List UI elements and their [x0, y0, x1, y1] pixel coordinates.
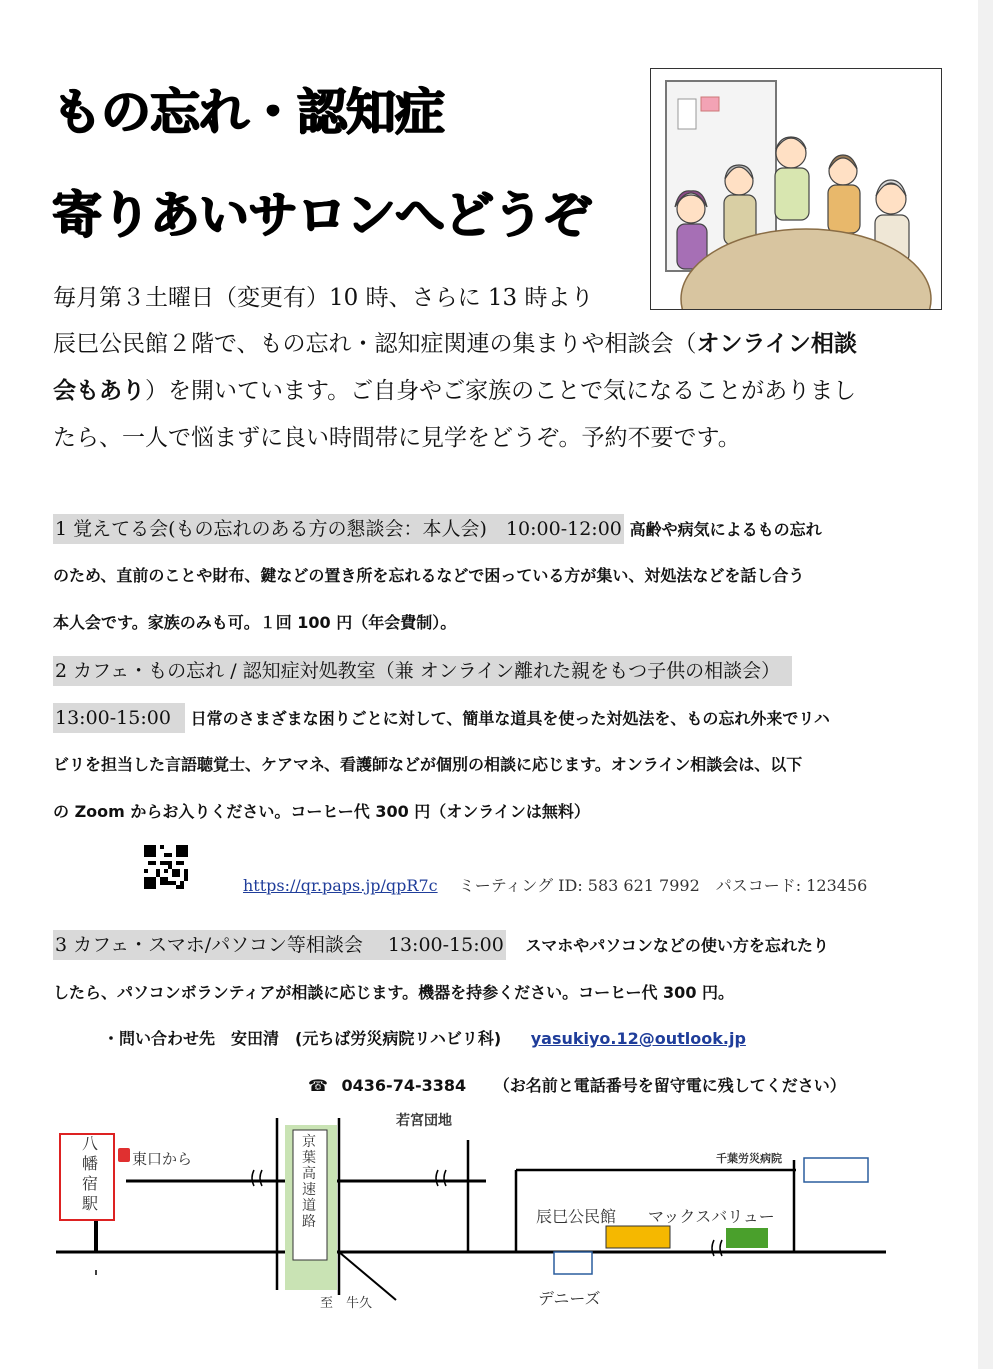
zoom-meeting-id: ミーティング ID: 583 621 7992 パスコード: 123456 — [458, 876, 868, 895]
section-2-heading: 2 カフェ・もの忘れ / 認知症対処教室（兼 オンライン離れた親をもつ子供の相談会） — [53, 656, 792, 686]
section-3-heading: 3 カフェ・スマホ/パソコン等相談会 13:00-15:00 — [53, 930, 506, 960]
phone-number: 0436-74-3384 — [341, 1076, 467, 1095]
section-2-row-2 — [53, 706, 830, 729]
section-3-text-2: したら、パソコンボランティアが相談に応じます。機器を持参ください。コーヒー代 300 円。 — [53, 983, 735, 1002]
contact-row — [103, 1026, 746, 1049]
title-line-2: 寄りあいサロンへどうぞ — [52, 186, 591, 244]
phone-row — [308, 1073, 846, 1096]
intro-line-3-text: ）を開いています。ご自身やご家族のことで気になることがありまし — [145, 378, 857, 404]
map-hall-label: 辰巳公民館 — [536, 1207, 617, 1226]
intro-online-highlight-2: 会もあり — [53, 378, 145, 404]
section-3-row-1 — [53, 930, 829, 957]
intro-line-2 — [53, 325, 857, 358]
section-2-text-1: 日常のさまざまな困りごとに対して、簡単な道具を使った対処法を、もの忘れ外来でリハ — [190, 709, 830, 728]
intro-line-1: 毎月第３土曜日（変更有）10 時、さらに 13 時より — [53, 285, 594, 311]
scrollbar-track[interactable] — [978, 0, 993, 1369]
map-wakamiya-label: 若宮団地 — [396, 1113, 452, 1129]
section-1-heading: 1 覚えてる会(もの忘れのある方の懇談会：本人会) 10:00-12:00 — [53, 514, 624, 544]
map-hospital-label: 千葉労災病院 — [716, 1152, 782, 1165]
map-ushiku-label: 至 牛久 — [320, 1296, 373, 1311]
map-expressway-label: 京 葉 高 速 道 路 — [302, 1134, 316, 1230]
title-line-1: もの忘れ・認知症 — [52, 83, 444, 141]
map-station-label: 八 幡 宿 駅 — [82, 1134, 99, 1213]
section-2-text-2: ビリを担当した言語聴覚士、ケアマネ、看護師などが個別の相談に応じます。オンライン相談会は、以下 — [53, 755, 803, 774]
section-2-row-1 — [53, 656, 792, 683]
intro-line-4: たら、一人で悩まずに良い時間帯に見学をどうぞ。予約不要です。 — [53, 425, 741, 451]
section-3-text-1: スマホやパソコンなどの使い方を忘れたり — [525, 936, 829, 955]
section-2-time: 13:00-15:00 — [53, 703, 185, 733]
intro-online-highlight: オンライン相談 — [696, 331, 857, 357]
contact-email-link[interactable]: yasukiyo.12@outlook.jp — [530, 1029, 746, 1048]
access-map — [56, 1110, 896, 1320]
section-1-text-2: のため、直前のことや財布、鍵などの置き所を忘れるなどで困っている方が集い、対処法などを話し合う — [53, 566, 805, 585]
intro-line-3 — [53, 372, 856, 405]
zoom-link[interactable]: https://qr.paps.jp/qpR7c — [243, 876, 438, 895]
section-1-row-1 — [53, 514, 822, 541]
section-1-text-3: 本人会です。家族のみも可。１回 100 円（年会費制）。 — [53, 613, 457, 632]
section-1-text-1: 高齢や病気によるもの忘れ — [629, 520, 822, 539]
zoom-info — [243, 873, 867, 896]
contact-label: ・問い合わせ先 安田清 (元ちば労災病院リハビリ科) — [103, 1029, 502, 1048]
meeting-illustration — [650, 68, 942, 310]
section-2-text-3: の Zoom からお入りください。コーヒー代 300 円（オンラインは無料） — [53, 802, 590, 821]
map-exit-label: 東口から — [132, 1150, 193, 1168]
phone-icon: ☎ — [308, 1076, 328, 1095]
map-maxvalu-label: マックスバリュー — [648, 1207, 775, 1226]
qr-code[interactable] — [144, 845, 188, 889]
map-dennys-label: デニーズ — [538, 1289, 601, 1308]
phone-note: （お名前と電話番号を留守電に残してください） — [493, 1076, 846, 1095]
intro-line-2-text: 辰巳公民館２階で、もの忘れ・認知症関連の集まりや相談会（ — [53, 331, 697, 357]
